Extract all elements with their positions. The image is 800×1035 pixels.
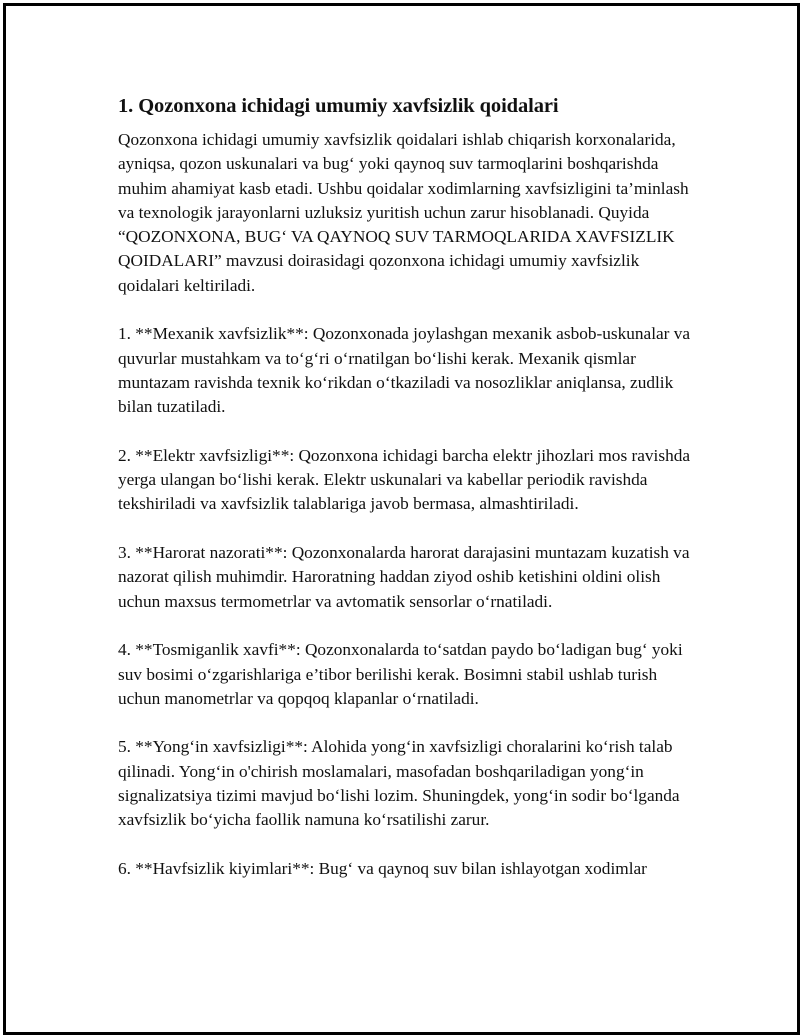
paragraph-pressure-hazard: 4. **Tosmiganlik xavfi**: Qozonxonalarda to‘satdan paydo bo‘ladigan bug‘ yoki suv bosimi o‘zgarishlariga e’tibor berilishi kerak. Bosimni stabil ushlab turish uchun manometrlar va qopqoq klapanlar o‘rnatiladi. [118,640,683,708]
paragraph-electrical-safety: 2. **Elektr xavfsizligi**: Qozonxona ichidagi barcha elektr jihozlari mos ravishda yerga ulangan bo‘lishi kerak. Elektr uskunalari va kabellar periodik ravishda tekshiriladi va xavfsizlik talablariga javob bermasa, almashtiriladi. [118,445,691,514]
intro-paragraph: Qozonxona ichidagi umumiy xavfsizlik qoidalari ishlab chiqarish korxonalarida, ayniqsa, qozon uskunalari va bug‘ yoki qaynoq suv tarmoqlarini boshqarishda muhim ahamiyat kasb etadi. Ushbu qoidalar xodimlarning xavfsizligini ta’minlash va texnologik jarayonlarni uzluksiz yuritish uchun zarur hisoblanadi. Quyida “QOZONXONA, BUG‘ VA QAYNOQ SUV TARMOQLARIDA XAVFSIZLIK QOIDALARI” mavzusi doirasidagi qozonxona ichidagi umumiy xavfsizlik qoidalari keltiriladi. [118,130,689,295]
paragraph-mechanical-safety: 1. **Mexanik xavfsizlik**: Qozonxonada joylashgan mexanik asbob-uskunalar va quvurlar mustahkam va to‘g‘ri o‘rnatilgan bo‘lishi kerak. Mexanik qismlar muntazam ravishda texnik ko‘rikdan o‘tkaziladi va nosozliklar aniqlansa, zudlik bilan tuzatiladi. [118,324,691,417]
document-body [118,92,693,906]
paragraph-protective-clothing: 6. **Havfsizlik kiyimlari**: Bug‘ va qaynoq suv bilan ishlayotgan xodimlar [118,858,647,878]
paragraph-fire-safety: 5. **Yong‘in xavfsizligi**: Alohida yong‘in xavfsizligi choralarini ko‘rish talab qilinadi. Yong‘in o'chirish moslamalari, masofadan boshqariladigan yong‘in signalizatsiya tizimi mavjud bo‘lishi lozim. Shuningdek, yong‘in sodir bo‘lganda xavfsizlik bo‘yicha faollik namuna ko‘rsatilishi zarur. [118,737,680,830]
section-heading: 1. Qozonxona ichidagi umumiy xavfsizlik qoidalari [118,95,559,117]
paragraph-temperature-control: 3. **Harorat nazorati**: Qozonxonalarda harorat darajasini muntazam kuzatish va nazorat qilish muhimdir. Haroratning haddan ziyod oshib ketishini oldini olish uchun maxsus termometrlar va avtomatik sensorlar o‘rnatiladi. [118,543,690,611]
